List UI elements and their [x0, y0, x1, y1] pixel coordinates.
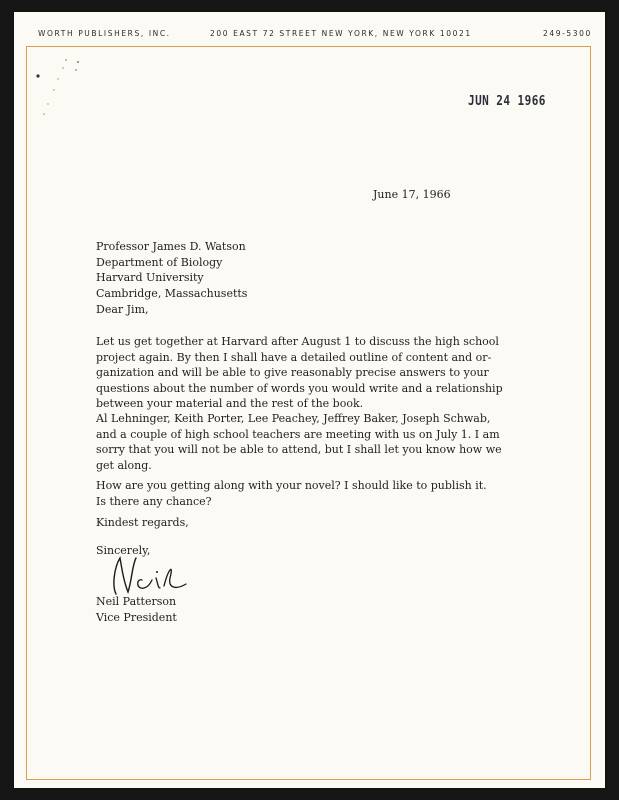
closing: Kindest regards, — [96, 516, 189, 529]
text-line: How are you getting along with your novel? I should like to publish it. — [96, 479, 487, 492]
recipient-line: Harvard University — [96, 271, 204, 284]
paper-specks — [36, 54, 106, 124]
body-paragraph-3 — [96, 478, 487, 509]
text-line: Is there any chance? — [96, 494, 212, 508]
signoff: Sincerely, — [96, 544, 151, 557]
text-line: Let us get together at Harvard after August 1 to discuss the high school — [96, 335, 499, 348]
body-paragraph-2 — [96, 411, 502, 473]
recipient-address — [96, 239, 247, 301]
text-line: ganization and will be able to give reasonably precise answers to your — [96, 366, 489, 379]
body-paragraph-1 — [96, 334, 503, 412]
received-date-stamp: JUN 24 1966 — [468, 94, 546, 109]
salutation: Dear Jim, — [96, 303, 149, 316]
text-line: between your material and the rest of the book. — [96, 397, 364, 410]
text-line: questions about the number of words you would write and a relationship — [96, 381, 503, 395]
letterhead-company: WORTH PUBLISHERS, INC. — [38, 29, 171, 38]
letterhead-address: 200 EAST 72 STREET NEW YORK, NEW YORK 10021 — [210, 29, 472, 38]
signer-title: Vice President — [96, 610, 177, 624]
text-line: get along. — [96, 458, 152, 472]
text-line: project again. By then I shall have a detailed outline of content and or- — [96, 350, 492, 364]
signer-block — [96, 594, 177, 625]
signer-name: Neil Patterson — [96, 595, 177, 608]
recipient-line: Cambridge, Massachusetts — [96, 286, 248, 300]
letter-page — [14, 12, 605, 788]
handwritten-signature — [106, 550, 196, 598]
text-line: sorry that you will not be able to attend, but I shall let you know how we — [96, 443, 502, 456]
recipient-line: Department of Biology — [96, 255, 223, 269]
text-line: Al Lehninger, Keith Porter, Lee Peachey, Jeffrey Baker, Joseph Schwab, — [96, 412, 491, 425]
text-line: and a couple of high school teachers are meeting with us on July 1. I am — [96, 427, 500, 441]
letter-date: June 17, 1966 — [373, 188, 451, 201]
letterhead-phone: 249-5300 — [543, 29, 592, 38]
recipient-line: Professor James D. Watson — [96, 240, 246, 253]
